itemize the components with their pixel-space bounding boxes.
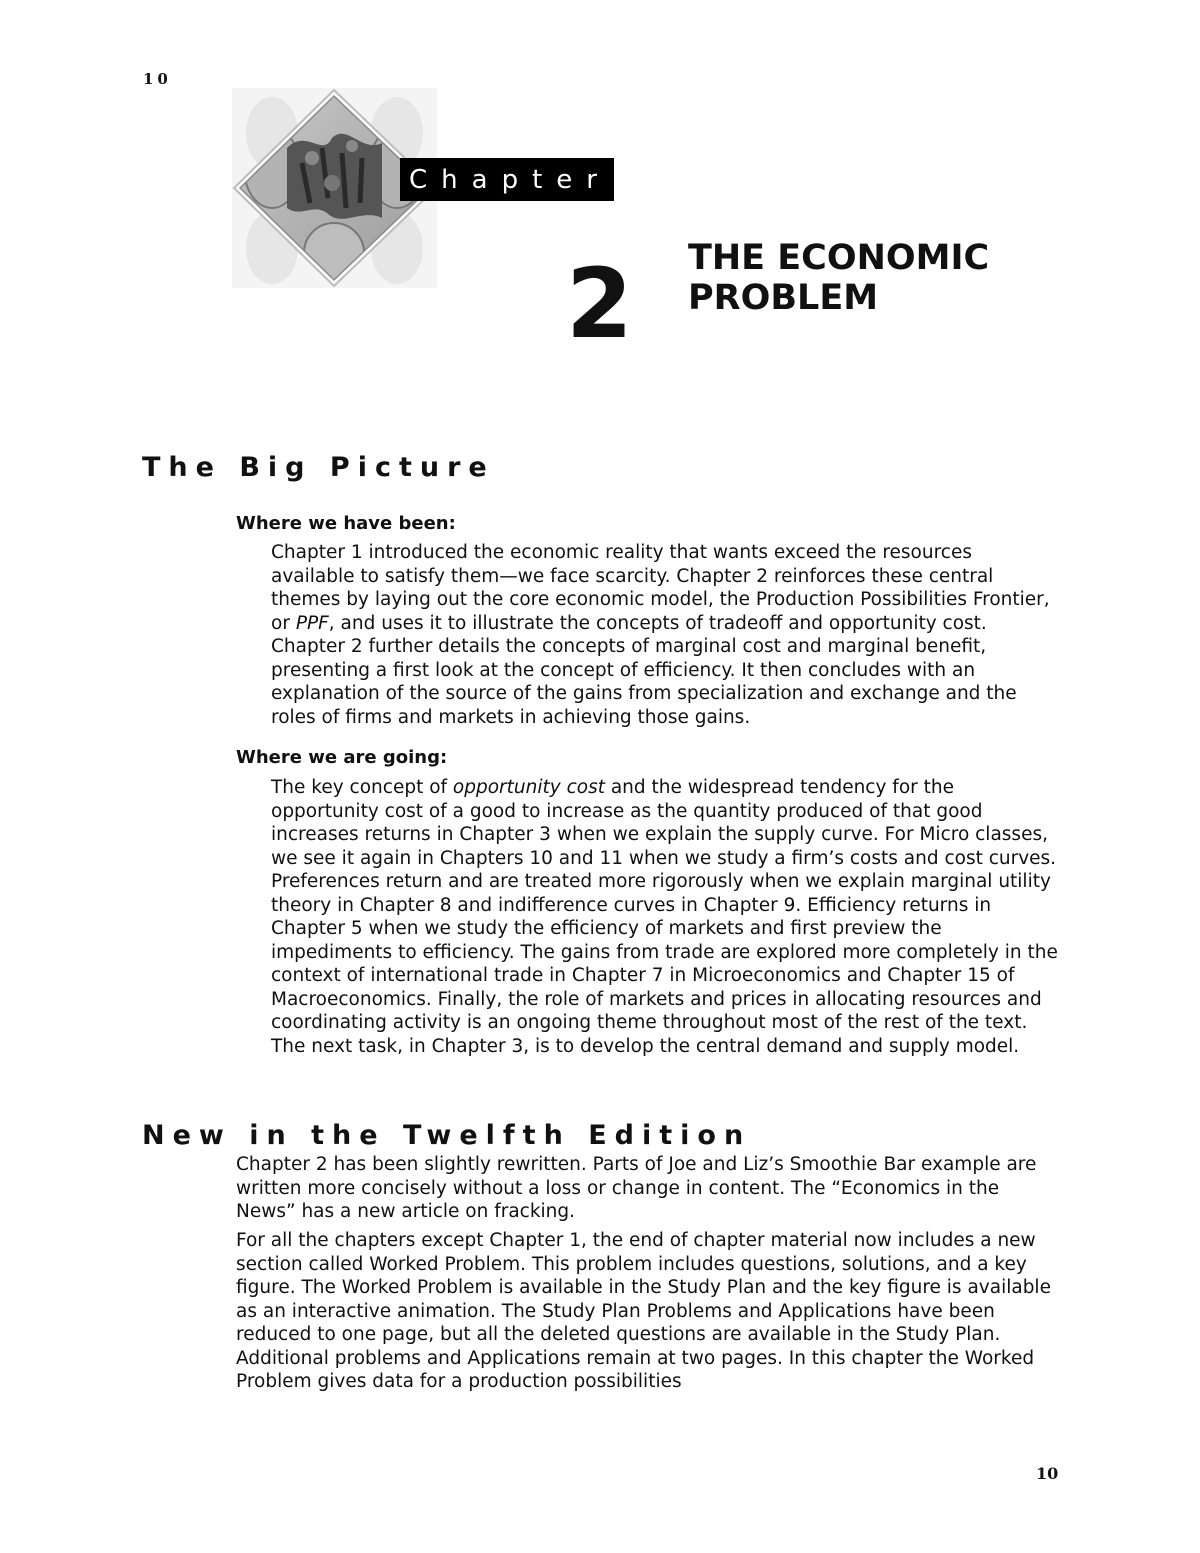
chapter-title-line-2: PROBLEM bbox=[688, 278, 879, 318]
going-text-opportunity-cost: opportunity cost bbox=[452, 777, 605, 798]
chapter-number: 2 bbox=[566, 248, 633, 360]
been-text-ppf: PPF bbox=[295, 612, 329, 634]
chapter-label-box: Chapter bbox=[400, 158, 614, 201]
been-text-part-1: Chapter 1 introduced the economic reality that wants exceed the resources available to satisfy them—we face scarcity. Chapter 2 reinforces these central themes by laying out the core economic model, the Production Possibilities Frontier, or bbox=[271, 542, 1050, 634]
chapter-title-line-1: THE ECONOMIC bbox=[688, 238, 990, 278]
page-number-top: 10 bbox=[143, 70, 172, 88]
big-picture-heading: The Big Picture bbox=[142, 452, 495, 483]
where-we-are-going-heading: Where we are going: bbox=[236, 747, 448, 768]
going-text-part-1: The key concept of bbox=[271, 777, 453, 798]
new-edition-heading: New in the Twelfth Edition bbox=[142, 1120, 752, 1151]
where-we-have-been-heading: Where we have been: bbox=[236, 513, 456, 534]
new-edition-paragraph-1: Chapter 2 has been slightly rewritten. Parts of Joe and Liz’s Smoothie Bar example are written more concisely without a loss or change in content. The “Economics in the News” has a new article on fracking. bbox=[236, 1154, 1037, 1222]
chapter-title bbox=[688, 238, 1068, 318]
where-we-have-been-paragraph bbox=[271, 541, 1061, 729]
been-text-part-2: , and uses it to illustrate the concepts of tradeoff and opportunity cost. Chapter 2 further details the concepts of marginal cost and marginal benefit, presenting a first look at the concept of efficiency. It then concludes with an explanation of the source of the gains from specialization and exchange and the roles of firms and markets in achieving those gains. bbox=[271, 612, 1017, 728]
where-we-are-going-paragraph bbox=[271, 776, 1061, 1058]
going-text-part-2: and the widespread tendency for the opportunity cost of a good to increase as the quantity produced of that good increases returns in Chapter 3 when we explain the supply curve. For Micro classes, we see it again in Chapters 10 and 11 when we study a firm’s costs and cost curves. Preferences return and are treated more rigorously when we explain marginal utility theory in Chapter 8 and indifference curves in Chapter 9. Efficiency returns in Chapter 5 when we study the efficiency of markets and first preview the impediments to efficiency. The gains from trade are explored more completely in the context of international trade in Chapter 7 in Microeconomics and Chapter 15 of Macroeconomics. Finally, the role of markets and prices in allocating resources and coordinating activity is an ongoing theme throughout most of the rest of the text. The next task, in Chapter 3, is to develop the central demand and supply model. bbox=[271, 777, 1058, 1057]
page-number-bottom: 10 bbox=[1036, 1464, 1059, 1483]
new-edition-paragraph-2: For all the chapters except Chapter 1, the end of chapter material now includes a new section called Worked Problem. This problem includes questions, solutions, and a key figure. The Worked Problem is available in the Study Plan and the key figure is available as an interactive animation. The Study Plan Problems and Applications have been reduced to one page, but all the deleted questions are available in the Study Plan. Additional problems and Applications remain at two pages. In this chapter the Worked Problem gives data for a production possibilities bbox=[236, 1230, 1051, 1392]
